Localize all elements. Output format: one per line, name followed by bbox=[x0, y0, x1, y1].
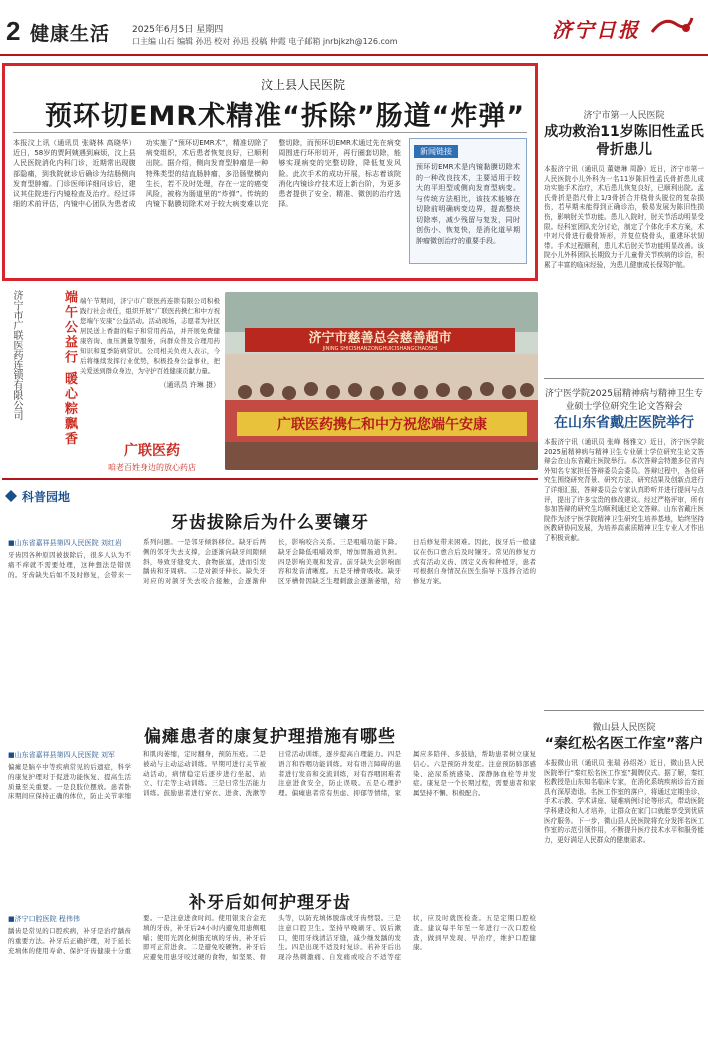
right-story-2-kicker: 济宁医学院2025届精神病与精神卫生专业硕士学位研究生论文答辩会 bbox=[545, 389, 703, 412]
masthead bbox=[0, 0, 708, 56]
issue-date: 2025年6月5日 星期四 bbox=[132, 25, 224, 35]
advertorial-text: 端午节期间，济宁市广联医药连锁有限公司积极践行社会责任，组织开展“广联医药携仁和中方祝您端午安康”公益活动。活动现场，志愿者为社区居民送上香甜的粽子和常用药品，并开展免费健康咨询、血压测量等服务，向群众普及合理用药知识和夏季防病常识。公司相关负责人表示，今后将继续发挥行业优势，积极投身公益事业，把关爱送到群众身边，为守护百姓健康贡献力量。 bbox=[80, 297, 220, 375]
right-column bbox=[544, 60, 704, 1036]
company-slogan: 咱老百姓身边的放心药店 bbox=[108, 463, 196, 472]
article-2-text: 偏瘫是脑卒中等疾病常见的后遗症，科学的康复护理对于促进功能恢复、提高生活质量至关重要。一是良肢位摆放。患者卧床期间应保持正确的体位，防止关节挛缩和肌肉萎缩，定时翻身，预防压疮。二是被动与主动运动训练。早期可进行关节被动活动，病情稳定后逐步进行坐起、站立、行走等主动训练。三是日常生活能力训练。鼓励患者进行穿衣、进食、洗漱等日常活动训练，逐步提高自理能力。四是语言和吞咽功能训练。对有语言障碍的患者进行发音和交流训练，对有吞咽困难者注意进食安全，防止误吸。五是心理护理。偏瘫患者常有焦虑、抑郁等情绪，家属应多陪伴、多鼓励，帮助患者树立康复信心。六是预防并发症。注意预防肺部感染、泌尿系统感染、深静脉血栓等并发症。康复是一个长期过程，需要患者和家属坚持不懈、积极配合。 bbox=[8, 750, 536, 801]
divider bbox=[544, 710, 704, 711]
article-1-body bbox=[8, 538, 536, 713]
lead-body: 本报汶上讯（通讯员 张晓林 高晓华）近日，58岁的贾阿姨遇到麻烦，汶上县人民医院消化内科门诊，近期常出现腹部隐痛，到我院就诊后确诊为结肠侧向发育型肿瘤。门诊医师详细问诊后，建议其住院进行内镜检查及治疗。经过详细的术前评估，内镜中心团队为患者成功实施了“预环切EMR术”，精准切除了病变组织，术后患者恢复良好，已顺利出院。据介绍，侧向发育型肿瘤是一种特殊类型的结直肠肿瘤，多沿肠壁横向生长，若不及时处理，存在一定的癌变风险，被称为肠道里的“炸弹”。传统的内镜下黏膜切除术对于较大病变难以完整切除，而预环切EMR术通过先在病变周围进行环形切开，再行圈套切除，能够实现病变的完整切除，降低复发风险。此次手术的成功开展，标志着该院消化内镜诊疗技术迈上新台阶，为更多患者提供了安全、精准、微创的治疗选择。 bbox=[13, 139, 401, 209]
company-logo: 广联医药 bbox=[124, 443, 180, 459]
right-story-2 bbox=[544, 386, 704, 688]
article-1-byline: ■山东省嘉祥县第四人民医院 刘红岩 bbox=[8, 539, 122, 547]
right-story-1 bbox=[544, 108, 704, 375]
brand-logo-icon bbox=[650, 14, 694, 36]
article-3-text: 龋齿是常见的口腔疾病，补牙是治疗龋齿的重要方法。补牙后正确护理，对于延长充填体的使用寿命、保护牙齿健康十分重要。一是注意进食时间。使用银汞合金充填的牙齿，补牙后24小时内避免用患侧咀嚼；使用光固化树脂充填的牙齿，补牙后即可正常进食。二是避免咬硬物。补牙后应避免用患牙咬过硬的食物，如坚果、骨头等，以防充填体脱落或牙齿劈裂。三是注意口腔卫生。坚持早晚刷牙、饭后漱口，使用牙线清洁牙缝，减少继发龋的发生。四是出现不适及时复诊。若补牙后出现冷热刺激痛、自发痛或咬合不适等症状，应及时就医检查。五是定期口腔检查。建议每半年至一年进行一次口腔检查，做到早发现、早治疗，维护口腔健康。 bbox=[8, 914, 536, 962]
event-photo-image bbox=[225, 292, 538, 470]
science-section-tag: 科普园地 bbox=[22, 490, 71, 504]
article-2-title: 偏瘫患者的康复护理措施有哪些 bbox=[144, 727, 396, 747]
article-2-body bbox=[8, 750, 536, 880]
advertorial-logo-block bbox=[82, 440, 222, 476]
right-story-2-body: 本报济宁讯（通讯员 张峰 杨雅文）近日，济宁医学院2025届精神病与精神卫生专业硕士学位研究生论文答辩会在山东省戴庄医院举行。本次答辩会特邀多位省内外知名专家担任答辩委员会委员。答辩过程中，各位研究生围绕研究背景、研究方法、研究结果及创新点进行了详细汇报，答辩委员会专家认真聆听并进行提问与点评，提出了许多宝贵的修改建议。经过严格评审，所有参加答辩的研究生均顺利通过论文答辩。山东省戴庄医院作为济宁医学院精神卫生研究生培养基地，始终坚持医教研协同发展，为培养高素质精神卫生专业人才作出了积极贡献。 bbox=[544, 438, 704, 542]
right-story-1-headline: 成功救治11岁陈旧性孟氏骨折患儿 bbox=[544, 124, 704, 158]
article-3-title: 补牙后如何护理牙齿 bbox=[189, 893, 351, 913]
divider bbox=[13, 132, 527, 133]
advertorial-slogan: 端午公益行 暖心粽飘香 bbox=[62, 290, 77, 447]
section-divider bbox=[2, 478, 538, 480]
article-2-byline: ■山东省嘉祥县第四人民医院 刘军 bbox=[8, 751, 115, 759]
right-story-1-kicker: 济宁市第一人民医院 bbox=[583, 111, 665, 121]
editor-info-line: 口主编 山石 编辑 孙迅 校对 孙迅 投稿 仲霞 电子邮箱 jnrbjkzh@126.com bbox=[132, 37, 398, 46]
right-story-1-body: 本报济宁讯（通讯员 董婕琳 周静）近日，济宁市第一人民医院小儿外科为一名11岁陈旧性孟氏骨折患儿成功实施手术治疗，术后患儿恢复良好，已顺利出院。孟氏骨折是指尺骨上1/3骨折合并桡骨头脱位的复杂损伤，若早期未能得到正确诊治，极易发展为陈旧性损伤，影响肘关节功能。患儿入院时，肘关节活动明显受限。经科室团队充分讨论，制定了个体化手术方案，术中对尺骨进行截骨矫形，并复位桡骨头，重建环状韧带。手术过程顺利，患儿术后肘关节功能明显改善。该院小儿外科团队长期致力于儿童骨关节疾病的诊治，积累了丰富的临床经验，为患儿健康成长保驾护航。 bbox=[544, 165, 704, 269]
section-name: 健康生活 bbox=[30, 23, 111, 45]
right-story-3-body: 本报微山讯（通讯员 张瑞 孙绍尧）近日，微山县人民医院举行“秦红松名医工作室”揭牌仪式。据了解，秦红松教授是山东知名临床专家，在消化系统疾病诊治方面具有深厚造诣。名医工作室的落户，将通过定期坐诊、手术示教、学术讲座、疑难病例讨论等形式，带动医院学科建设和人才培养，让群众在家门口就能享受到优质医疗服务。下一步，微山县人民医院将充分发挥名医工作室的示范引领作用，不断提升医疗技术水平和服务能力，更好满足人民群众的健康需求。 bbox=[544, 759, 704, 844]
article-1-text: 牙齿因各种原因被拔除后，很多人认为不痛不痒就不需要处理，这种想法是错误的。牙齿缺失后如不及时修复，会带来一系列问题。一是邻牙倾斜移位。缺牙后两侧的邻牙失去支撑，会逐渐向缺牙间隙倾斜，导致牙缝变大、食物嵌塞，进而引发龋齿和牙周病。二是对颌牙伸长。缺失牙对应的对颌牙失去咬合接触，会逐渐伸长，影响咬合关系。三是咀嚼功能下降。缺牙会降低咀嚼效率，增加胃肠道负担。四是影响美观和发音。前牙缺失会影响面容和发音清晰度。五是牙槽骨吸收。缺牙区牙槽骨因缺乏生理刺激会逐渐萎缩，给日后修复带来困难。因此，拔牙后一般建议在伤口愈合后及时镶牙。常见的修复方式有活动义齿、固定义齿和种植牙，患者可根据自身情况在医生指导下选择合适的修复方案。 bbox=[8, 538, 536, 586]
news-link-tag: 新闻链接 bbox=[414, 145, 458, 158]
event-photo bbox=[225, 292, 538, 470]
store-sign-text: 济宁市慈善总会慈善超市 bbox=[308, 331, 452, 346]
article-1-title: 牙齿拔除后为什么要镶牙 bbox=[171, 513, 369, 533]
lead-kicker: 汶上县人民医院 bbox=[260, 78, 345, 92]
divider bbox=[544, 378, 704, 379]
advertorial-company: 济宁市广联医药连锁有限公司 bbox=[11, 290, 22, 420]
right-story-2-headline: 在山东省戴庄医院举行 bbox=[554, 415, 694, 431]
event-banner-text: 广联医药携仁和中方祝您端午安康 bbox=[277, 417, 487, 433]
right-story-3-kicker: 微山县人民医院 bbox=[592, 723, 656, 733]
article-3-byline: ■济宁口腔医院 程伟伟 bbox=[8, 915, 80, 923]
lead-article bbox=[2, 63, 538, 281]
newspaper-brand: 济宁日报 bbox=[552, 18, 640, 42]
right-story-3-headline: “秦红松名医工作室”落户 bbox=[544, 736, 704, 752]
lead-headline: 预环切EMR术精准“拆除”肠道“炸弹” bbox=[45, 101, 526, 132]
science-section-icon bbox=[4, 489, 18, 503]
advertorial-body bbox=[80, 296, 220, 448]
store-sign-en: JINING SHICISHANZONGHUICISHANGCHAOSHI bbox=[322, 346, 438, 352]
right-story-3 bbox=[544, 720, 704, 1029]
news-link-box bbox=[409, 138, 527, 264]
advertorial-reporter: （通讯员 许琳 摄） bbox=[159, 381, 220, 389]
article-3-body bbox=[8, 914, 536, 1034]
news-link-text: 预环切EMR术是内镜黏膜切除术的一种改良技术，主要适用于较大的平坦型或侧向发育型病变。与传统方法相比，该技术能够在切除前明确病变边界，提高整块切除率，减少残留与复发，同时创伤小、恢复快，是消化道早期肿瘤微创治疗的重要手段。 bbox=[416, 163, 520, 245]
page-number: 2 bbox=[6, 16, 21, 46]
